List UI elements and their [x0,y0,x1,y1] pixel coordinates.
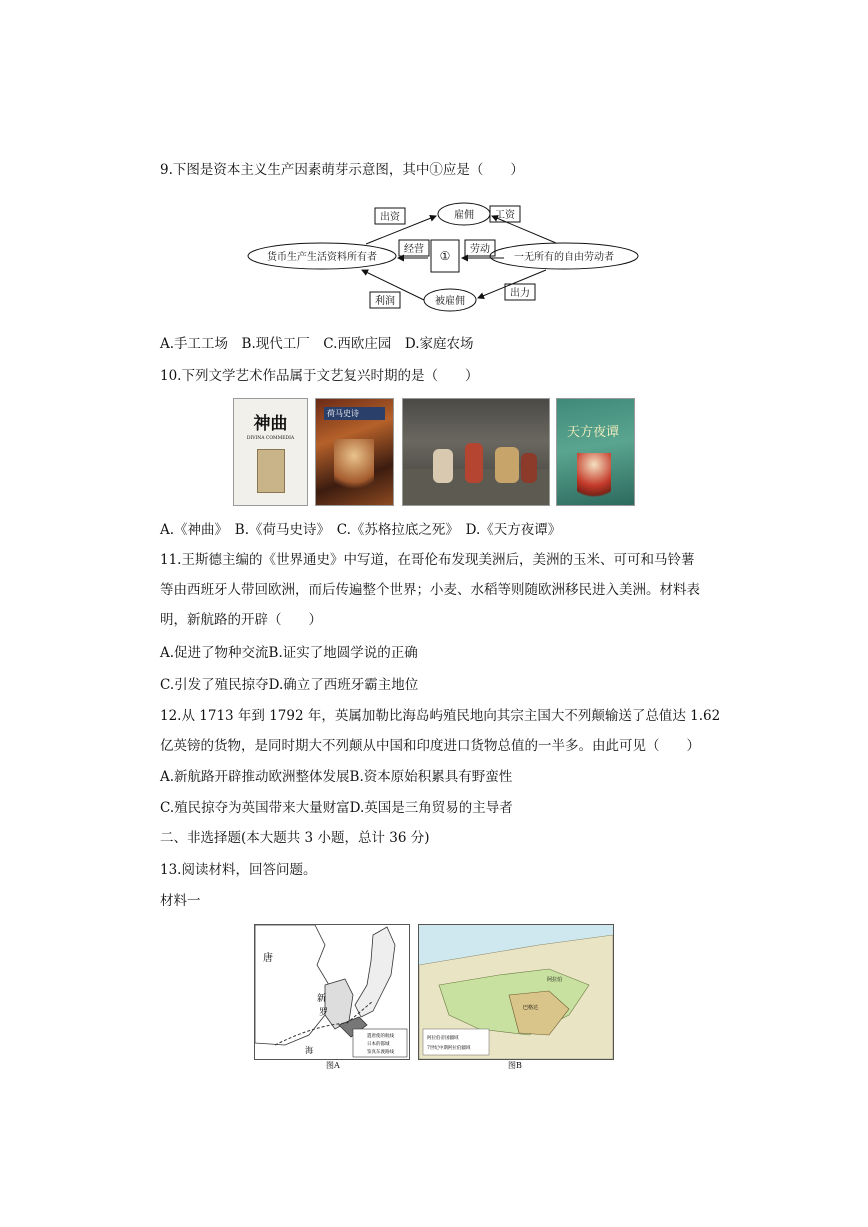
map-a-label-xin: 新 [317,994,327,1004]
map-a-legend-1: 遣唐使的航线 [367,1034,394,1039]
map-b [418,924,614,1060]
map-b-label-arabia: 阿拉伯 [547,977,563,983]
divine-comedy-illustration [257,449,285,493]
label-out-money: 出资 [380,212,400,223]
q11-options-ab: A.促进了物种交流B.证实了地圆学说的正确 [160,645,418,661]
divine-comedy-title: 神曲 [253,414,288,434]
employ-label: 雇佣 [454,210,474,221]
q11-line2: 等由西班牙人带回欧洲，而后传遍整个世界；小麦、水稻等则随欧洲移民进入美洲。材料表 [160,582,700,598]
q11-line3: 明，新航路的开辟（ ） [160,612,322,628]
q10-options: A.《神曲》 B.《荷马史诗》 C.《苏格拉底之死》 D.《天方夜谭》 [160,522,562,538]
map-a-legend-3: 鉴真东渡路线 [367,1050,394,1055]
q12-line1: 12.从 1713 年到 1792 年，英属加勒比海岛屿殖民地向其宗主国大不列颠输送了总值达 1.62 [160,708,721,724]
homer-epic-title: 荷马史诗 [324,407,385,420]
map-b-legend-2: 7世纪中期阿拉伯疆域 [427,1046,471,1051]
arabian-nights-title: 天方夜谭 [567,425,620,440]
q9-stem: 9.下图是资本主义生产因素萌芽示意图，其中①应是（ ） [160,162,524,178]
laborer-label: 一无所有的自由劳动者 [514,252,614,263]
q12-line2: 亿英镑的货物，是同时期大不列颠从中国和印度进口货物总值的一半多。由此可见（ ） [160,738,700,754]
q12-options-ab: A.新航路开辟推动欧洲整体发展B.资本原始积累具有野蛮性 [160,769,513,785]
label-effort: 出力 [510,288,530,299]
owner-label: 货币生产生活资料所有者 [267,252,377,263]
center-label: ① [439,249,451,263]
divine-comedy-cover [233,398,308,506]
map-a-caption: 图A [326,1061,340,1070]
label-profit: 利润 [375,296,395,307]
q11-line1: 11.王斯德主编的《世界通史》中写道，在哥伦布发现美洲后，美洲的玉米、可可和马铃薯 [160,552,695,568]
map-a-label-luo: 罗 [319,1008,329,1018]
section2-heading: 二、非选择题(本大题共 3 小题，总计 36 分) [160,830,430,846]
map-a-drawing [255,925,409,1059]
label-labor: 劳动 [470,244,490,255]
q12-options-cd: C.殖民掠夺为英国带来大量财富D.英国是三角贸易的主导者 [160,800,513,816]
capitalism-factors-diagram [246,200,646,312]
map-b-drawing [419,925,613,1059]
q9-options: A.手工工场 B.现代工厂 C.西欧庄园 D.家庭农场 [160,336,474,352]
q13-material-label: 材料一 [160,893,201,909]
label-wage: 工资 [495,210,515,221]
homer-epic-cover [315,398,394,506]
map-b-label-baghdad: 巴格达 [523,1005,539,1011]
label-manage: 经营 [404,244,424,255]
map-b-legend-1: 阿拉伯帝国疆域 [427,1036,459,1041]
q11-options-cd: C.引发了殖民掠夺D.确立了西班牙霸主地位 [160,677,419,693]
employed-label: 被雇佣 [435,296,465,307]
map-a-label-sea: 海 [305,1046,313,1055]
q13-stem: 13.阅读材料，回答问题。 [160,862,317,878]
death-of-socrates-painting [402,398,550,506]
arabian-nights-cover [556,398,635,506]
map-a [254,924,410,1060]
map-a-label-tang: 唐 [263,953,273,964]
map-a-legend-2: 日本的都城 [367,1042,390,1047]
q10-stem: 10.下列文学艺术作品属于文艺复兴时期的是（ ） [160,368,479,384]
divine-comedy-subtitle: DIVINA COMMEDIA [246,436,295,441]
map-b-caption: 图B [508,1061,522,1070]
